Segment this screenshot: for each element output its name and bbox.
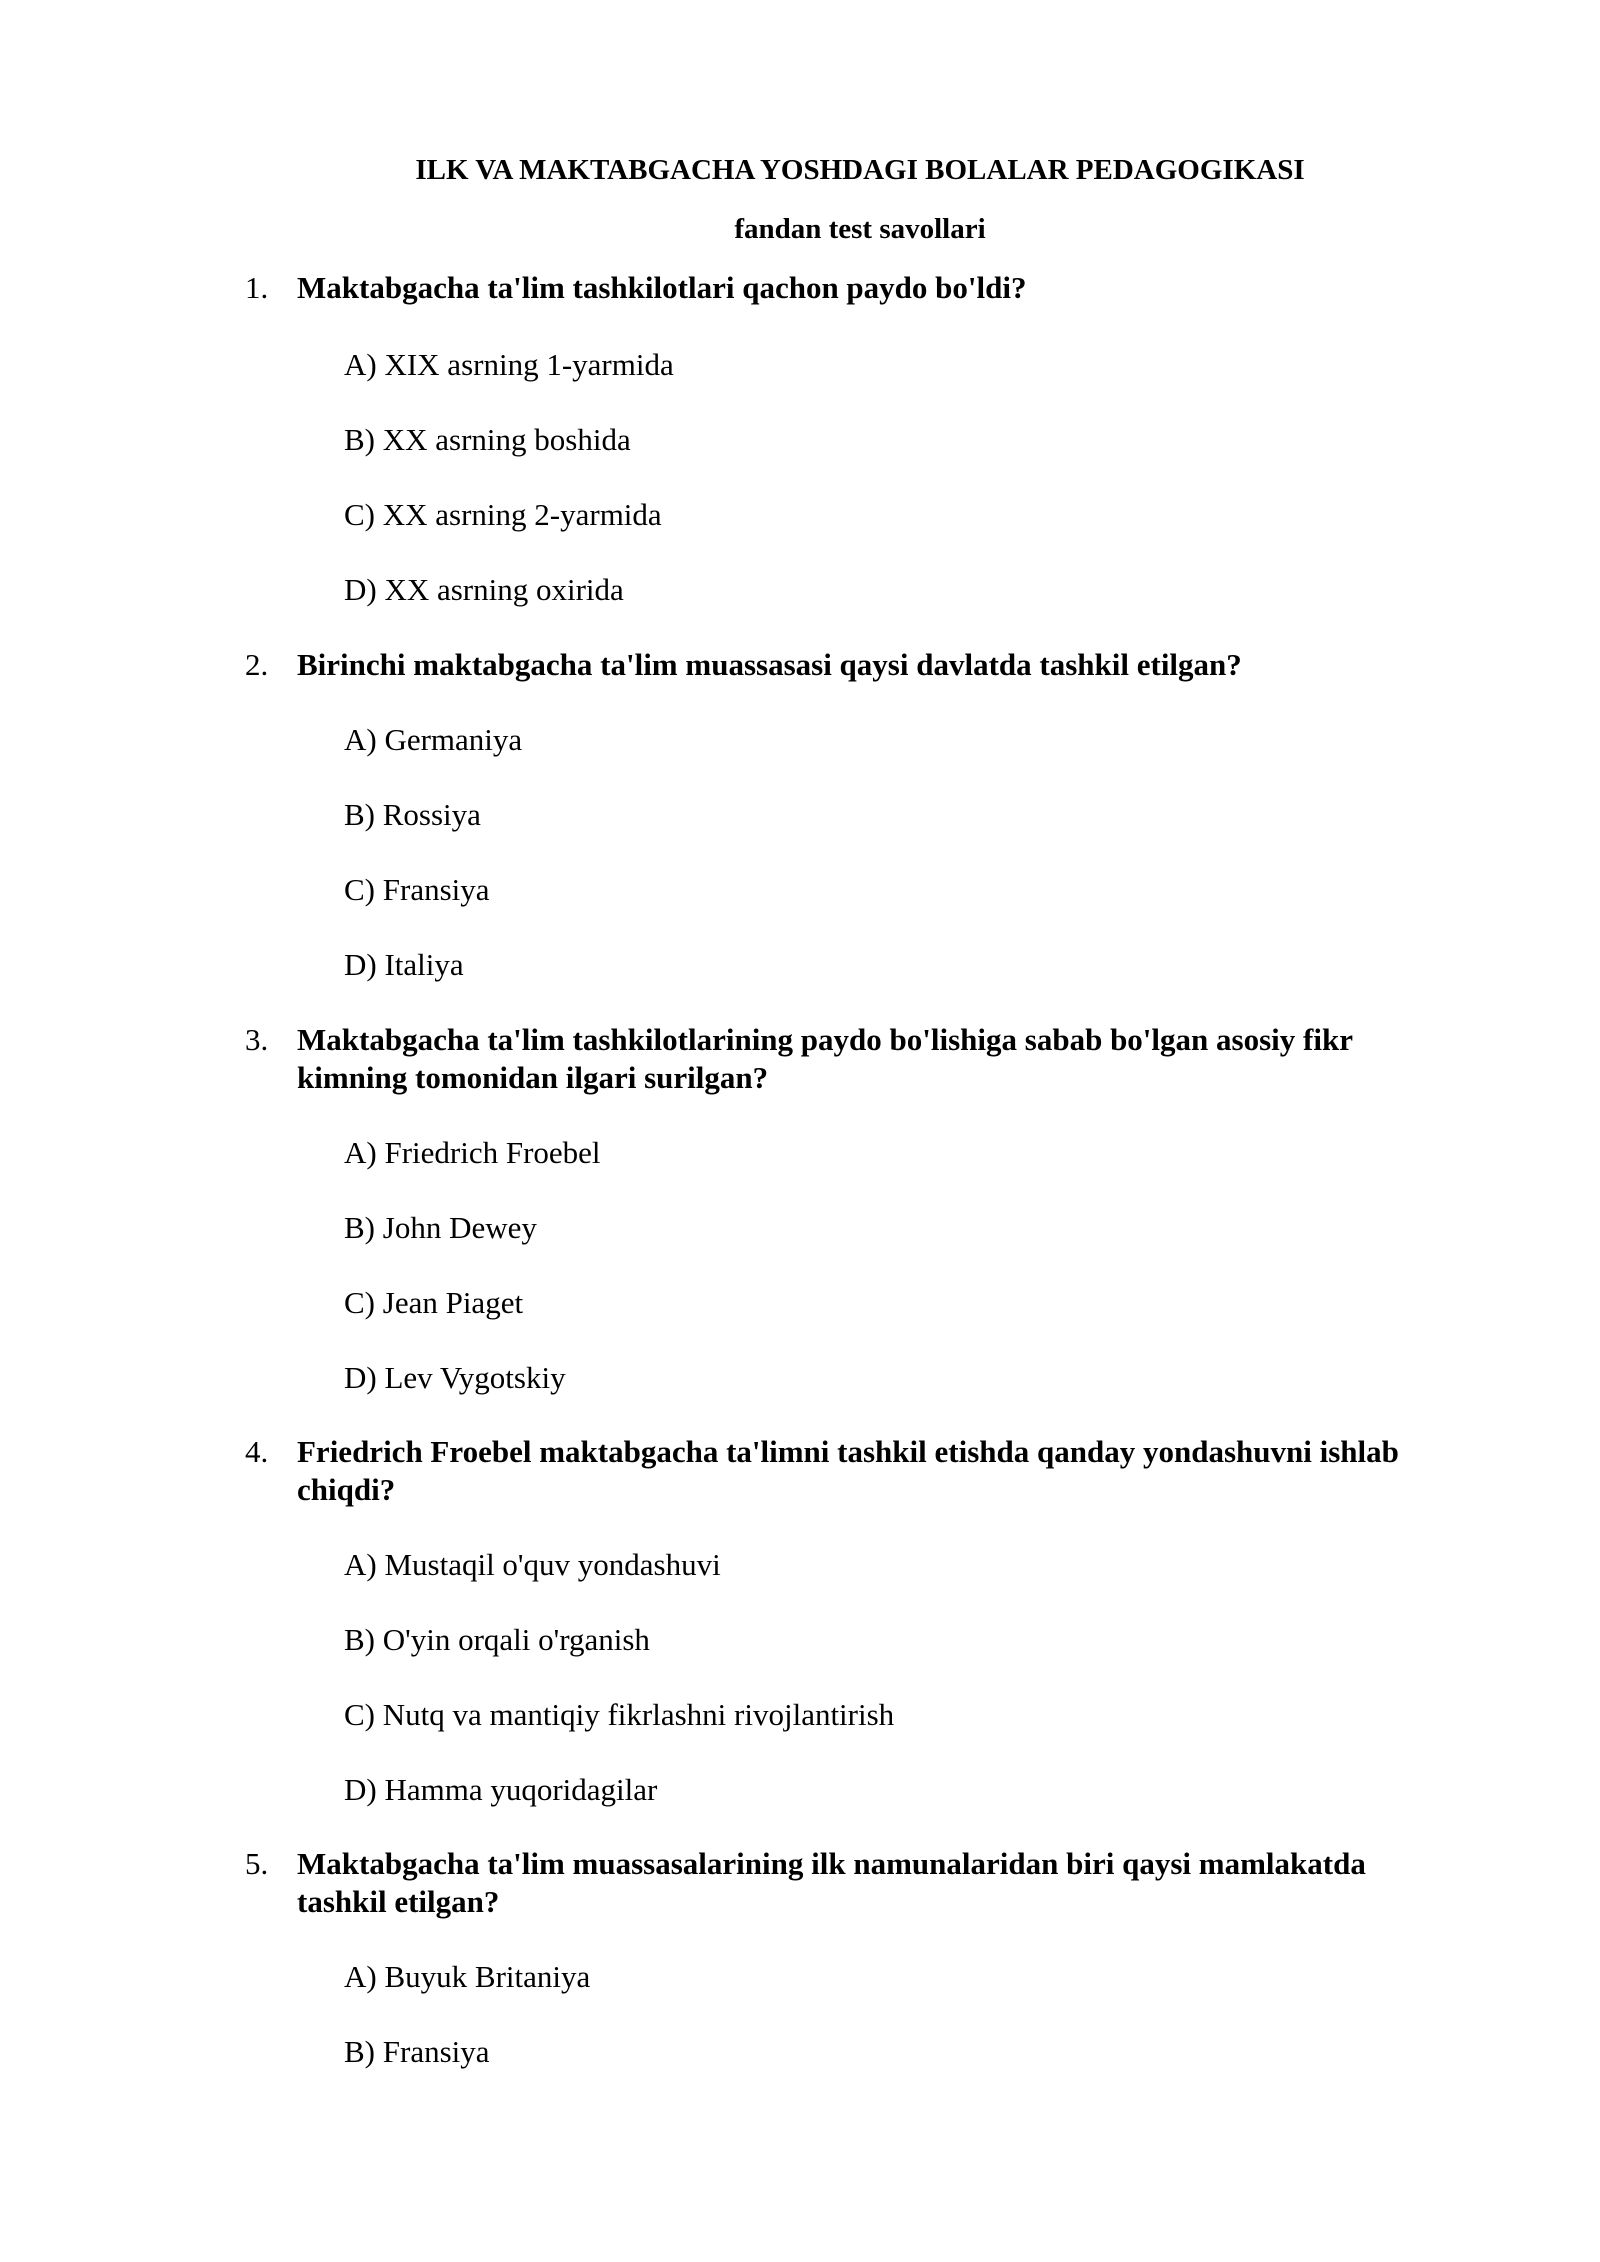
- option-b: B) XX asrning boshida: [344, 422, 631, 457]
- question-text: Friedrich Froebel maktabgacha ta'limni tashkil etishda qanday yondashuvni ishlab chiqdi?: [297, 1434, 1399, 1507]
- option-b: B) John Dewey: [344, 1210, 537, 1245]
- question-number: 2.: [245, 647, 269, 682]
- option-a: A) Mustaqil o'quv yondashuvi: [344, 1547, 721, 1582]
- question-number: 4.: [245, 1434, 269, 1469]
- document-title: ILK VA MAKTABGACHA YOSHDAGI BOLALAR PEDAGOGIKASI: [415, 154, 1305, 186]
- option-c: C) Nutq va mantiqiy fikrlashni rivojlantirish: [344, 1697, 895, 1732]
- option-d: D) Hamma yuqoridagilar: [344, 1772, 658, 1807]
- option-a: A) Friedrich Froebel: [344, 1135, 601, 1170]
- option-a: A) XIX asrning 1-yarmida: [344, 347, 674, 382]
- question-number: 1.: [245, 270, 269, 305]
- option-a: A) Germaniya: [344, 722, 523, 757]
- question-text: Maktabgacha ta'lim tashkilotlari qachon paydo bo'ldi?: [297, 270, 1027, 305]
- option-b: B) O'yin orqali o'rganish: [344, 1622, 650, 1657]
- option-c: C) XX asrning 2-yarmida: [344, 497, 662, 532]
- option-d: D) Lev Vygotskiy: [344, 1360, 566, 1395]
- question-1: [245, 269, 1455, 307]
- question-text: Birinchi maktabgacha ta'lim muassasasi qaysi davlatda tashkil etilgan?: [297, 647, 1242, 682]
- option-b: B) Rossiya: [344, 797, 481, 832]
- option-a: A) Buyuk Britaniya: [344, 1959, 591, 1994]
- question-number: 3.: [245, 1022, 269, 1057]
- question-text: Maktabgacha ta'lim muassasalarining ilk namunalaridan biri qaysi mamlakatda tashkil etilgan?: [297, 1846, 1366, 1919]
- option-b: B) Fransiya: [344, 2034, 490, 2069]
- document-subtitle: fandan test savollari: [734, 213, 986, 245]
- question-3: [245, 1021, 1455, 1097]
- question-2: [245, 646, 1455, 684]
- question-number: 5.: [245, 1846, 269, 1881]
- question-5: [245, 1845, 1455, 1921]
- option-d: D) XX asrning oxirida: [344, 572, 624, 607]
- question-4: [245, 1433, 1455, 1509]
- question-text: Maktabgacha ta'lim tashkilotlarining paydo bo'lishiga sabab bo'lgan asosiy fikr kimning tomonidan ilgari surilgan?: [297, 1022, 1353, 1095]
- option-c: C) Jean Piaget: [344, 1285, 524, 1320]
- option-c: C) Fransiya: [344, 872, 490, 907]
- option-d: D) Italiya: [344, 947, 464, 982]
